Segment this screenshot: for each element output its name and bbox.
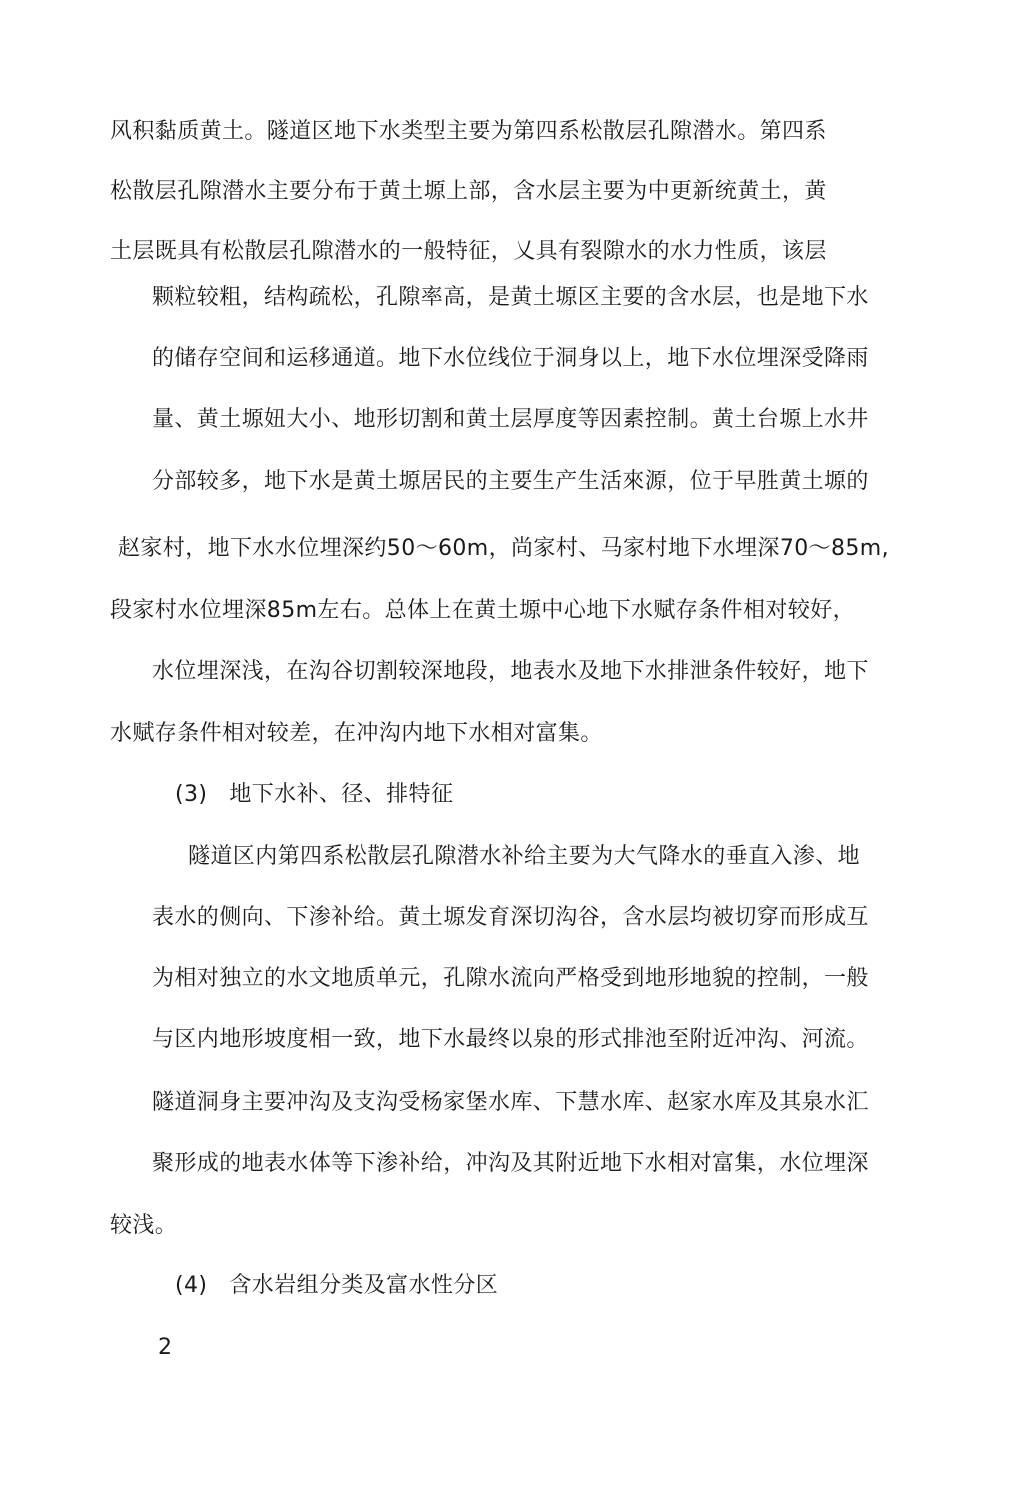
- text-line: 为相对独立的水文地质单元，孔隙水流向严格受到地形地貌的控制，一般: [152, 966, 869, 991]
- text-line: 聚形成的地表水体等下渗补给，冲沟及其附近地下水相对富集，水位埋深: [152, 1151, 869, 1176]
- text-line: 风积黏质黄土。隧道区地下水类型主要为第四系松散层孔隙潜水。第四系: [110, 119, 827, 144]
- text-line: 隧道区内第四系松散层孔隙潜水补给主要为大气降水的垂直入渗、地: [188, 844, 861, 869]
- text-line: 隧道洞身主要冲沟及支沟受杨家堡水库、下慧水库、赵家水库及其泉水汇: [152, 1090, 869, 1115]
- text-line: 水赋存条件相对较差，在冲沟内地下水相对富集。: [110, 721, 603, 746]
- section-title: 含水岩组分类及富水性分区: [229, 1273, 499, 1298]
- text-line: 段家村水位埋深85m左右。总体上在黄土塬中心地下水赋存条件相对较好，: [110, 598, 856, 623]
- text-line: 赵家村，地下水水位埋深约50～60m，尚家村、马家村地下水埋深70～85m,: [118, 536, 890, 561]
- text-line: 颗粒较粗，结构疏松，孔隙率高，是黄土塬区主要的含水层，也是地下水: [152, 285, 869, 310]
- text-line: 较浅。: [110, 1213, 178, 1238]
- text-line: 土层既具有松散层孔隙潜水的一般特征，乂具有裂隙水的水力性质，该层: [110, 239, 827, 264]
- text-line: 与区内地形坡度相一致，地下水最终以泉的形式排池至附近冲沟、河流。: [152, 1027, 869, 1052]
- text-line: 表水的侧向、下渗补给。黄土塬发育深切沟谷，含水层均被切穿而形成互: [152, 905, 869, 930]
- text-line: 的储存空间和运移通道。地下水位线位于洞身以上，地下水位埋深受降雨: [152, 346, 869, 371]
- text-line: 量、黄土塬妞大小、地形切割和黄土层厚度等因素控制。黄土台塬上水井: [152, 407, 869, 432]
- section-number: (4): [175, 1273, 208, 1298]
- section-title: 地下水补、径、排特征: [229, 782, 454, 807]
- text-line: 水位埋深浅，在沟谷切割较深地段，地表水及地下水排泄条件较好，地下: [152, 659, 869, 684]
- text-line: 松散层孔隙潜水主要分布于黄土塬上部，含水层主要为中更新统黄土，黄: [110, 179, 827, 204]
- section-heading-3: [175, 780, 453, 810]
- section-heading-4: [175, 1271, 498, 1301]
- page-number: 2: [158, 1335, 172, 1360]
- section-number: (3): [175, 782, 208, 807]
- text-line: 分部较多，地下水是黄土塬居民的主要生产生活來源，位于早胜黄土塬的: [152, 469, 869, 494]
